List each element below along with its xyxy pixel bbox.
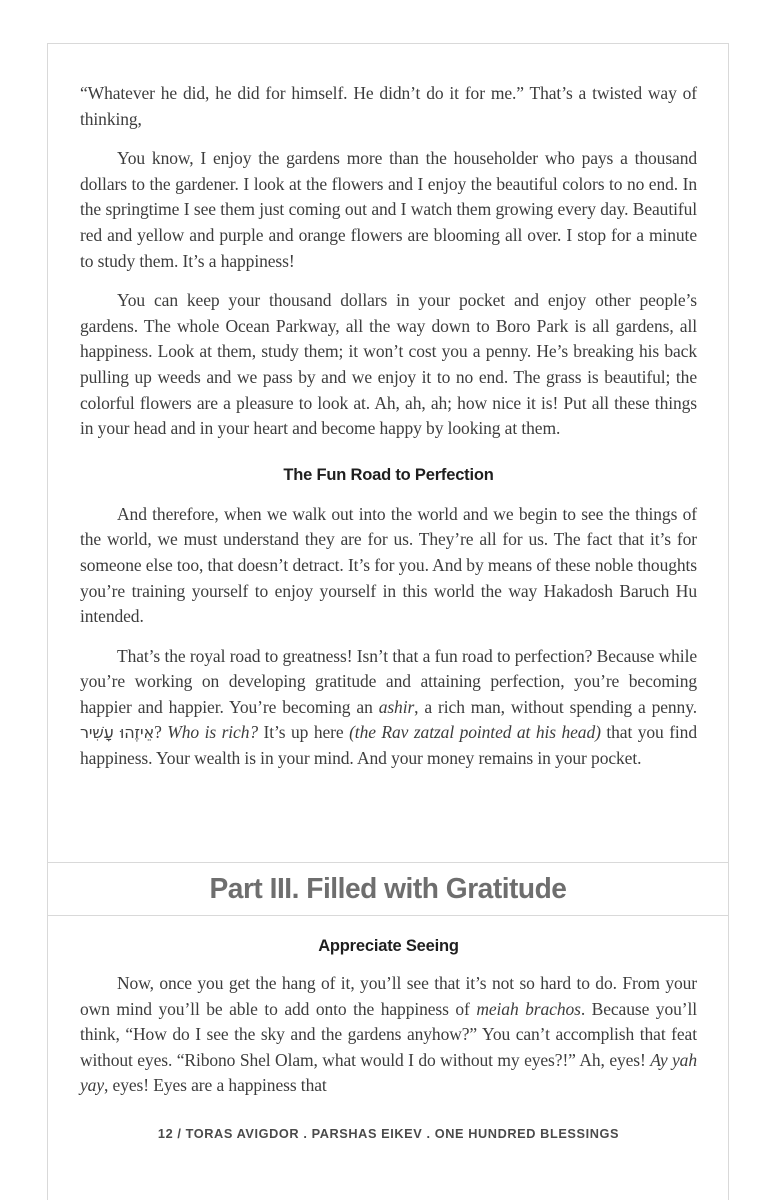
paragraph [80, 644, 697, 772]
italic-text: meiah brachos [476, 998, 581, 1019]
body-text: , a rich man, without spending a penny. [414, 696, 697, 717]
part3-blocks [80, 937, 697, 1099]
page-footer: 12 / TORAS AVIGDOR . PARSHAS EIKEV . ONE HUNDRED BLESSINGS [157, 1125, 620, 1141]
body-text: That’s the royal road to greatness! Isn’t that a fun road to perfection? Because while you’re working on developing gratitude and attaining perfection, you’re becoming happier and happier. You’re becoming an [80, 645, 697, 717]
paragraph [80, 81, 697, 132]
italic-text: ashir [378, 696, 415, 717]
hebrew-phrase: אֵיזֶהוּ עָשִׁיר [80, 723, 155, 743]
body-text: You can keep your thousand dollars in your pocket and enjoy other people’s gardens. The whole Ocean Parkway, all the way down to Boro Park is all gardens, all happiness. Look at them, study them; it won’t cost you a penny. He’s breaking his back pulling up weeds and we pass by and we enjoy it to no end. The grass is beautiful; the colorful flowers are a pleasure to look at. Ah, ah, ah; how nice it is! Put all these things in your head and in your heart and become happy by looking at them. [80, 290, 697, 439]
paragraph [80, 146, 697, 274]
body-text: Now, once you get the hang of it, you’ll see that it’s not so hard to do. From your own mind you’ll be able to add onto the happiness of [80, 973, 697, 1019]
italic-text: Who is rich? [167, 722, 259, 743]
body-text: You know, I enjoy the gardens more than the householder who pays a thousand dollars to the gardener. I look at the flowers and I enjoy the beautiful colors to no end. In the springtime I see them just coming out and I watch them growing every day. Beautiful red and yellow and purple and orange flowers are blooming all over. I stop for a minute to study them. It’s a happiness! [80, 148, 697, 271]
page-frame [47, 43, 729, 1200]
body-text: that you find happiness. Your wealth is in your mind. And your money remains in your pocket. [80, 722, 697, 769]
body-text: “Whatever he did, he did for himself. He didn’t do it for me.” That’s a twisted way of thinking, [80, 83, 697, 129]
section-part3-text [48, 916, 728, 1141]
paragraph [80, 971, 697, 1099]
body-text: . Because you’ll think, “How do I see the sky and the gardens anyhow?” You can’t accomplish that feat without eyes. “Ribono Shel Olam, what would I do without my eyes?!” Ah, eyes! [80, 998, 697, 1070]
italic-text: Ay yah yay [80, 1049, 697, 1096]
body-text: ? [154, 722, 168, 743]
paragraph [80, 288, 697, 442]
part-title: Part III. Filled with Gratitude [209, 872, 567, 905]
part2-blocks [80, 81, 697, 772]
section-heading: The Fun Road to Perfection [283, 465, 494, 484]
body-text: , eyes! Eyes are a happiness that [104, 1075, 327, 1096]
italic-text: (the Rav zatzal pointed at his head) [349, 722, 601, 743]
paragraph [80, 502, 697, 630]
body-text: It’s up here [258, 722, 350, 743]
section-part2-text [48, 44, 728, 862]
part-title-band [48, 862, 728, 916]
body-text: And therefore, when we walk out into the world and we begin to see the things of the world, we must understand they are for us. They’re all for us. The fact that it’s for someone else too, that doesn’t detract. It’s for you. And by means of these noble thoughts you’re training yourself to enjoy yourself in this world the way Hakadosh Baruch Hu intended. [80, 503, 697, 627]
section-heading: Appreciate Seeing [318, 937, 459, 955]
